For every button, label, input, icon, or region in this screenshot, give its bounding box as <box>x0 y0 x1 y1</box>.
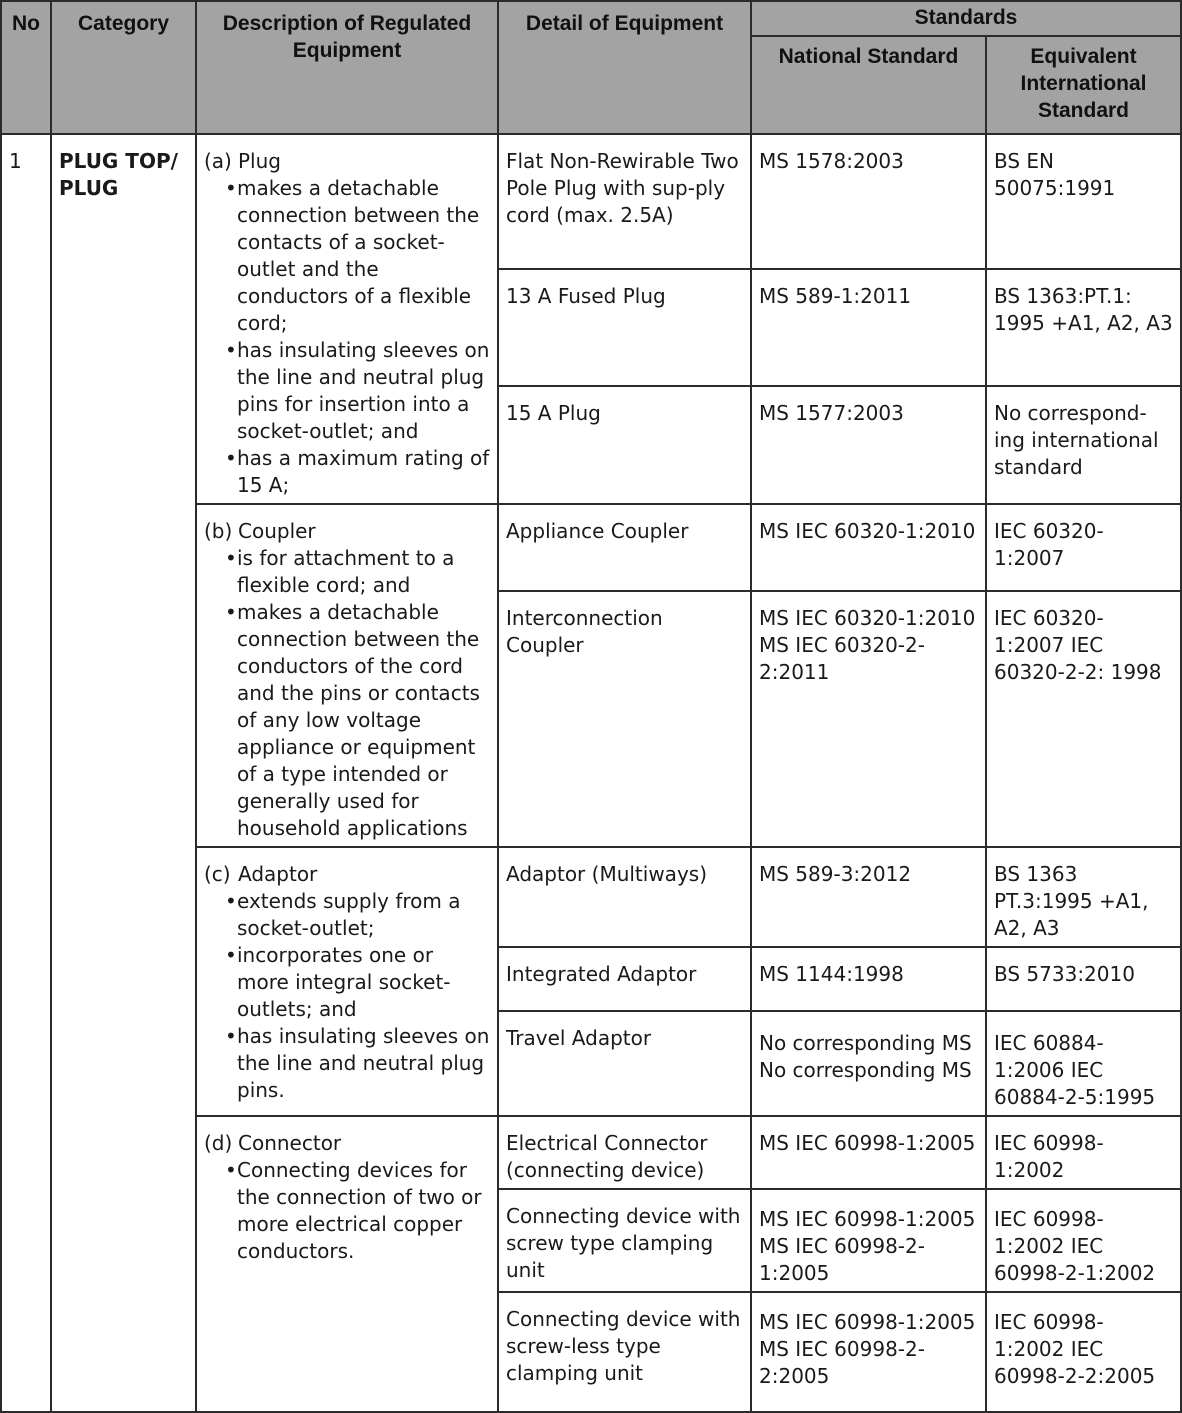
bullet-text: makes a detachable connection between the contacts of a socket-outlet and the conductors of a flexible cord; <box>237 176 480 335</box>
bullet-icon: • <box>225 1024 237 1048</box>
bullet-icon: • <box>225 1158 237 1182</box>
header-no: No <box>1 1 51 134</box>
national-standard-cell: MS 589-3:2012 <box>751 847 986 947</box>
header-description: Description of Regulated Equipment <box>196 1 498 134</box>
bullet-icon: • <box>225 889 237 913</box>
national-standard-cell: MS 1144:1998 <box>751 947 986 1011</box>
bullet-item <box>204 175 490 337</box>
bullet-text: Connecting devices for the connection of two or more electrical copper conductors. <box>237 1158 482 1263</box>
international-standard-cell: IEC 60998-1:2002 IEC 60998-2-2:2005 <box>986 1292 1181 1412</box>
bullet-text: has a maximum rating of 15 A; <box>237 446 490 497</box>
detail-cell: Integrated Adaptor <box>498 947 751 1011</box>
item-label: (a) <box>204 149 232 173</box>
description-heading <box>204 861 490 888</box>
bullet-icon: • <box>225 446 237 470</box>
international-standard-cell: IEC 60998-1:2002 <box>986 1116 1181 1189</box>
item-label: (b) <box>204 519 233 543</box>
national-standard-cell: No corresponding MS No corresponding MS <box>751 1011 986 1116</box>
detail-cell: Connecting device with screw type clamping unit <box>498 1189 751 1292</box>
category-line: PLUG TOP/ <box>59 149 178 173</box>
international-standard-cell: BS 1363:PT.1: 1995 +A1, A2, A3 <box>986 269 1181 386</box>
item-title: Connector <box>238 1131 342 1155</box>
bullet-item <box>204 1157 490 1265</box>
detail-cell: Connecting device with screw-less type clamping unit <box>498 1292 751 1412</box>
item-title: Adaptor <box>238 862 318 886</box>
national-standard-cell: MS 1577:2003 <box>751 386 986 504</box>
international-standard-cell: IEC 60320-1:2007 IEC 60320-2-2: 1998 <box>986 591 1181 847</box>
bullet-icon: • <box>225 600 237 624</box>
international-standard-cell: IEC 60998-1:2002 IEC 60998-2-1:2002 <box>986 1189 1181 1292</box>
international-standard-cell: IEC 60320-1:2007 <box>986 504 1181 591</box>
detail-cell: Adaptor (Multiways) <box>498 847 751 947</box>
detail-cell: Interconnection Coupler <box>498 591 751 847</box>
national-standard-cell: MS IEC 60998-1:2005 MS IEC 60998-2-1:2005 <box>751 1189 986 1292</box>
bullet-icon: • <box>225 338 237 362</box>
bullet-text: extends supply from a socket-outlet; <box>237 889 461 940</box>
header-detail: Detail of Equipment <box>498 1 751 134</box>
national-standard-cell: MS IEC 60320-1:2010 MS IEC 60320-2-2:2011 <box>751 591 986 847</box>
bullet-item <box>204 599 490 842</box>
national-standard-cell: MS IEC 60998-1:2005 <box>751 1116 986 1189</box>
bullet-text: makes a detachable connection between the conductors of the cord and the pins or contacts of any low voltage appliance or equipment of a type intended or generally used for household applications <box>237 600 480 840</box>
entry-category <box>51 134 196 1412</box>
header-standards: Standards <box>751 1 1181 36</box>
national-standard-cell: MS IEC 60320-1:2010 <box>751 504 986 591</box>
entry-number: 1 <box>1 134 51 1412</box>
national-standard-cell: MS 1578:2003 <box>751 134 986 269</box>
item-title: Coupler <box>238 519 316 543</box>
item-label: (d) <box>204 1131 233 1155</box>
description-plug <box>196 134 498 504</box>
international-standard-cell: BS EN 50075:1991 <box>986 134 1181 269</box>
bullet-item <box>204 337 490 445</box>
bullet-icon: • <box>225 176 237 200</box>
bullet-text: has insulating sleeves on the line and neutral plug pins. <box>237 1024 490 1102</box>
detail-cell: Travel Adaptor <box>498 1011 751 1116</box>
bullet-item <box>204 1023 490 1104</box>
description-adaptor <box>196 847 498 1116</box>
description-coupler <box>196 504 498 847</box>
header-row <box>1 1 1181 36</box>
detail-cell: 15 A Plug <box>498 386 751 504</box>
item-label: (c) <box>204 862 231 886</box>
description-connector <box>196 1116 498 1412</box>
detail-cell: 13 A Fused Plug <box>498 269 751 386</box>
header-international-standard: Equivalent International Standard <box>986 36 1181 134</box>
international-standard-cell: IEC 60884-1:2006 IEC 60884-2-5:1995 <box>986 1011 1181 1116</box>
bullet-item <box>204 445 490 499</box>
international-standard-cell: No correspond-ing international standard <box>986 386 1181 504</box>
detail-cell: Flat Non-Rewirable Two Pole Plug with sup-ply cord (max. 2.5A) <box>498 134 751 269</box>
detail-cell: Electrical Connector (connecting device) <box>498 1116 751 1189</box>
description-heading <box>204 518 490 545</box>
bullet-item <box>204 888 490 942</box>
table-row <box>1 134 1181 269</box>
bullet-item <box>204 942 490 1023</box>
bullet-text: is for attachment to a flexible cord; and <box>237 546 455 597</box>
item-title: Plug <box>238 149 281 173</box>
bullet-icon: • <box>225 546 237 570</box>
header-category: Category <box>51 1 196 134</box>
bullet-text: has insulating sleeves on the line and neutral plug pins for insertion into a socket-outlet; and <box>237 338 490 443</box>
category-line: PLUG <box>59 176 119 200</box>
national-standard-cell: MS 589-1:2011 <box>751 269 986 386</box>
national-standard-cell: MS IEC 60998-1:2005 MS IEC 60998-2-2:2005 <box>751 1292 986 1412</box>
international-standard-cell: BS 1363 PT.3:1995 +A1, A2, A3 <box>986 847 1181 947</box>
international-standard-cell: BS 5733:2010 <box>986 947 1181 1011</box>
detail-cell: Appliance Coupler <box>498 504 751 591</box>
header-national-standard: National Standard <box>751 36 986 134</box>
bullet-text: incorporates one or more integral socket-outlets; and <box>237 943 451 1021</box>
bullet-icon: • <box>225 943 237 967</box>
description-heading <box>204 148 490 175</box>
bullet-item <box>204 545 490 599</box>
description-heading <box>204 1130 490 1157</box>
